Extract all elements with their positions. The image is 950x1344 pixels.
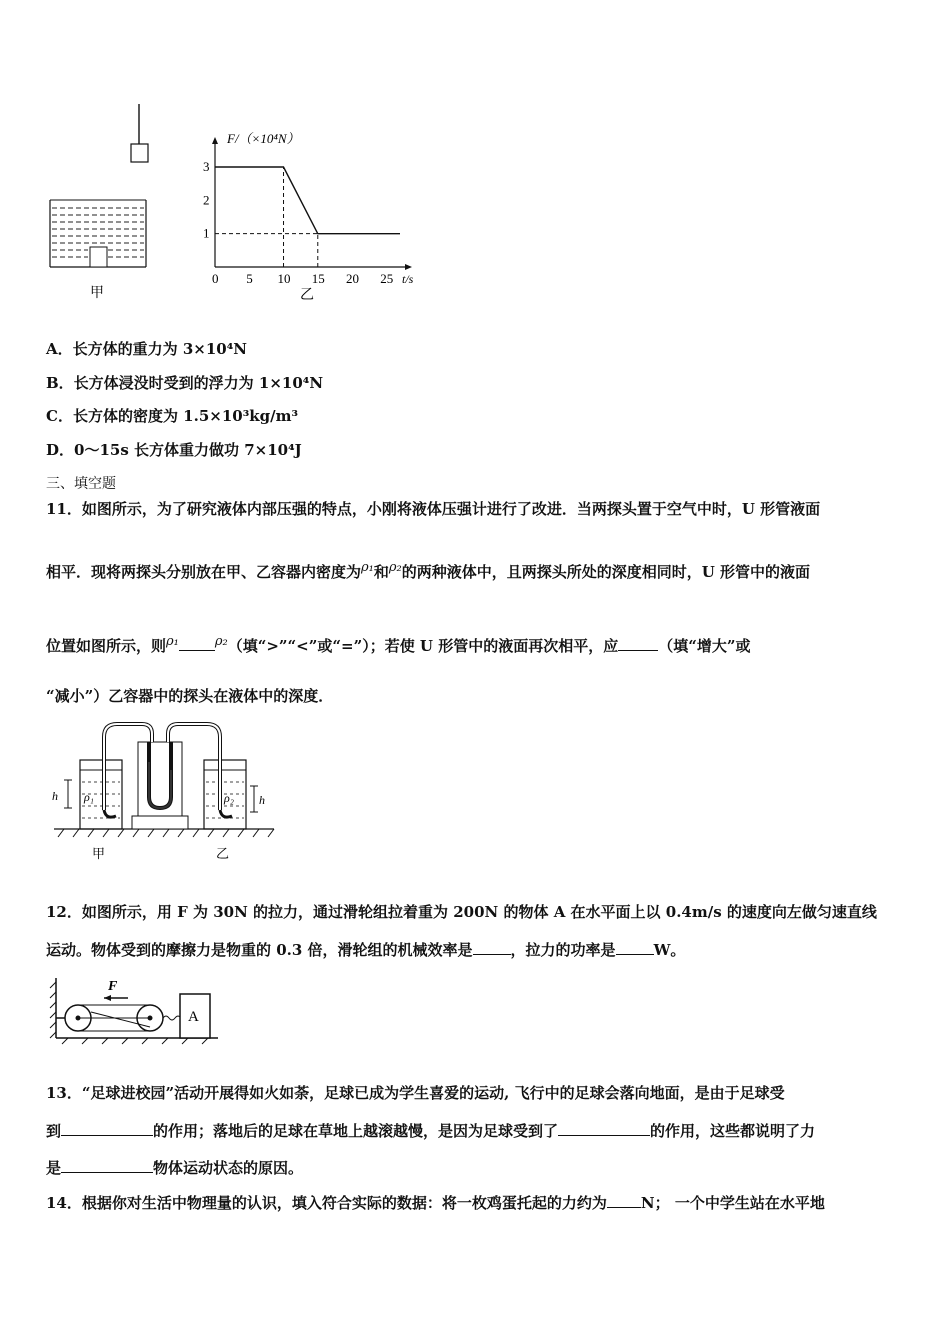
section-title: 三、填空题 [46,476,116,492]
answer-blank-egg-force[interactable] [607,1193,641,1208]
q14-text-b: N； 一个中学生站在水平地 [640,1194,825,1212]
y-tick-label: 1 [203,225,210,241]
force-f-label: F [108,979,118,994]
q14-text: 14．根据你对生活中物理量的认识，填入符合实际的数据：将一枚鸡蛋托起的力约为 [46,1194,607,1212]
q11-text: 相平．现将两探头分别放在甲、乙容器内密度为 [46,563,362,581]
q13-line1: 13．“足球进校园”活动开展得如火如荼，足球已成为学生喜爱的运动, 飞行中的足球会落向地面，是由于足球受 [46,1084,785,1102]
rho2-symbol: ρ₂ [214,634,228,649]
q11-and: 和 [373,563,389,581]
rho1-label: ρ₁ [84,790,94,804]
answer-blank-compare[interactable] [179,636,215,651]
answer-blank-change[interactable] [61,1158,153,1173]
x-tick-label: 20 [346,271,360,286]
x-tick-label: 15 [311,271,325,286]
pulley-figure [48,972,223,1047]
manometer-figure [44,712,284,867]
x-axis-label: t/s [402,272,414,286]
option-a: A．长方体的重力为 3×10⁴N [46,340,248,358]
q13-text-b: 的作用；落地后的足球在草地上越滚越慢，是因为足球受到了 [153,1122,559,1140]
option-d: D．0～15s 长方体重力做功 7×10⁴J [46,441,302,459]
q11-text-d: （填“>”“<”或“=”）；若使 U 形管中的液面再次相平，应 [227,637,619,655]
q13-text-e: 物体运动状态的原因。 [153,1159,304,1177]
rho2-symbol: ρ₂ [388,560,402,575]
rho2-label: ρ₂ [224,791,234,805]
block-a-label: A [188,1009,199,1025]
q11-line1: 11．如图所示，为了研究液体内部压强的特点，小刚将液体压强计进行了改进．当两探头置于空气中时，U 形管液面 [46,500,821,518]
answer-blank-power[interactable] [616,940,654,955]
answer-blank-efficiency[interactable] [473,940,511,955]
q13-line2 [46,1120,815,1141]
y-tick-label: 3 [203,159,210,174]
h-label-left: h [52,789,58,803]
yi-label: 乙 [300,288,314,303]
q14-line1 [46,1192,825,1213]
x-tick-label: 10 [277,271,291,286]
q11-line3 [46,634,751,656]
series-line-F [215,167,400,234]
q11-text-c: 位置如图所示，则 [46,637,167,655]
q12-text-c: W。 [653,941,686,959]
answer-blank-gravity[interactable] [61,1121,153,1136]
jia-label: 甲 [92,846,106,861]
h-label-right: h [259,793,265,807]
option-c: C．长方体的密度为 1.5×10³kg/m³ [46,407,299,425]
y-tick-label: 2 [203,192,210,208]
q12-line2 [46,939,685,960]
yi-label: 乙 [216,846,230,861]
q13-text-c: 的作用，这些都说明了力 [650,1122,816,1140]
rho1-symbol: ρ₁ [166,634,179,649]
option-b: B．长方体浸没时受到的浮力为 1×10⁴N [46,374,324,392]
q13-text-d: 是 [46,1159,62,1177]
force-time-chart [195,125,425,305]
x-tick-label: 0 [212,271,219,286]
rho1-symbol: ρ₁ [361,560,374,575]
q12-text-b: ，拉力的功率是 [510,941,616,959]
q12-line1: 12．如图所示，用 F 为 30N 的拉力，通过滑轮组拉着重为 200N 的物体 A 在水平面上以 0.4m/s 的速度向左做匀速直线 [46,903,877,921]
q13-text: 到 [46,1122,62,1140]
y-axis-label: F/（×10⁴N） [227,131,300,146]
q11-text-e: （填“增大”或 [658,637,751,655]
q13-line3 [46,1157,303,1178]
answer-blank-friction[interactable] [558,1121,650,1136]
figure-jia [40,100,160,305]
q11-text-b: 的两种液体中，且两探头所处的深度相同时，U 形管中的液面 [401,563,811,581]
x-tick-label: 25 [380,271,394,286]
jia-label: 甲 [90,286,104,301]
q11-line4: “减小”）乙容器中的探头在液体中的深度． [46,687,334,705]
q12-text: 运动。物体受到的摩擦力是物重的 0.3 倍，滑轮组的机械效率是 [46,941,473,959]
answer-blank-depth[interactable] [618,636,658,651]
y-axis-arrow [212,137,218,144]
x-tick-label: 5 [246,271,253,286]
q11-line2 [46,560,810,582]
x-axis-arrow [405,264,412,270]
